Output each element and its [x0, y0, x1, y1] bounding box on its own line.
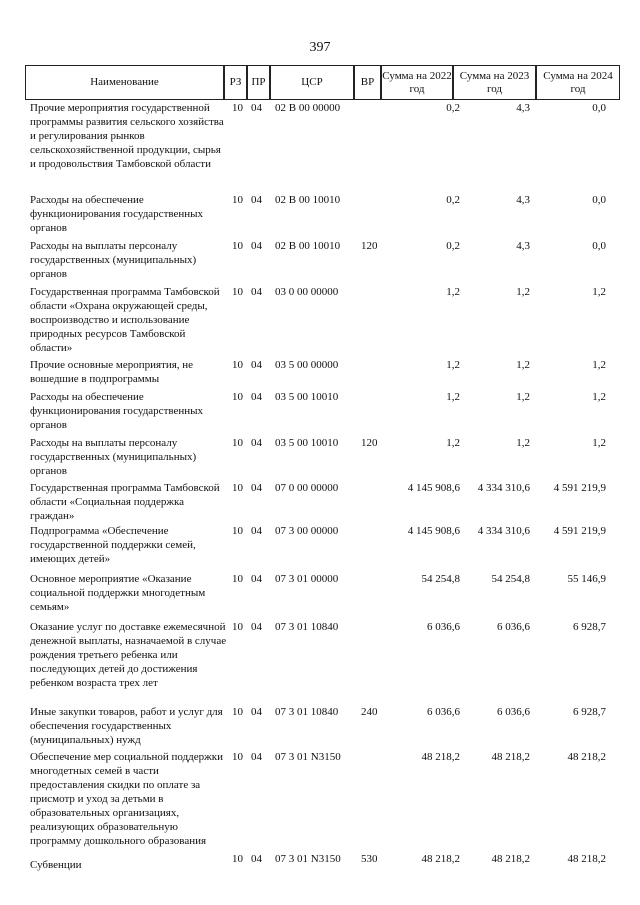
- table-row: [0, 572, 640, 620]
- row-name: Расходы на выплаты персоналу государственных (муниципальных) органов: [30, 240, 197, 280]
- row-name: Государственная программа Тамбовской области «Охрана окружающей среды, воспроизводство и использование природных ресурсов Тамбовской области»: [30, 286, 220, 354]
- row-pr: 04: [251, 359, 262, 371]
- row-vr: 530: [361, 853, 378, 865]
- row-rz: 10: [232, 751, 243, 763]
- row-rz: 10: [232, 286, 243, 298]
- table-header: [26, 65, 620, 100]
- row-csr: 03 5 00 00000: [275, 359, 339, 371]
- table-row: [0, 705, 640, 750]
- row-sum-2023: 6 036,6: [497, 621, 530, 633]
- row-pr: 04: [251, 286, 262, 298]
- row-sum-2023: 4 334 310,6: [477, 482, 530, 494]
- row-sum-2024: 1,2: [592, 359, 606, 371]
- row-pr: 04: [251, 102, 262, 114]
- row-name: Субвенции: [30, 859, 82, 871]
- row-rz: 10: [232, 525, 243, 537]
- row-rz: 10: [232, 482, 243, 494]
- table-row: [0, 239, 640, 285]
- row-csr: 07 3 01 N3150: [275, 853, 341, 865]
- row-name: Прочие мероприятия государственной программы развития сельского хозяйства и регулирования рынков сельскохозяйственной продукции, сырья и продовольствия Тамбовской области: [30, 102, 224, 170]
- row-sum-2023: 48 218,2: [491, 751, 530, 763]
- row-sum-2023: 4,3: [516, 194, 530, 206]
- row-sum-2024: 0,0: [592, 194, 606, 206]
- row-sum-2023: 1,2: [516, 286, 530, 298]
- row-sum-2024: 1,2: [592, 437, 606, 449]
- row-csr: 02 В 00 10010: [275, 240, 341, 252]
- row-sum-2024: 48 218,2: [567, 853, 606, 865]
- row-csr: 03 5 00 10010: [275, 391, 339, 403]
- row-sum-2023: 4 334 310,6: [477, 525, 530, 537]
- row-csr: 07 0 00 00000: [275, 482, 339, 494]
- row-sum-2024: 1,2: [592, 286, 606, 298]
- row-sum-2023: 48 218,2: [491, 853, 530, 865]
- row-name: Прочие основные мероприятия, не вошедшие в подпрограммы: [30, 359, 194, 385]
- row-name: Расходы на выплаты персоналу государственных (муниципальных) органов: [30, 437, 197, 477]
- row-name: Расходы на обеспечение функционирования государственных органов: [30, 194, 204, 234]
- row-sum-2024: 55 146,9: [567, 573, 606, 585]
- row-pr: 04: [251, 194, 262, 206]
- header-name: Наименование: [25, 65, 224, 100]
- header-rz: РЗ: [224, 65, 247, 100]
- row-vr: 120: [361, 240, 378, 252]
- row-rz: 10: [232, 621, 243, 633]
- header-sum-2024: Сумма на 2024 год: [536, 65, 620, 100]
- row-rz: 10: [232, 573, 243, 585]
- row-sum-2022: 0,2: [446, 240, 460, 252]
- row-rz: 10: [232, 437, 243, 449]
- header-vr: ВР: [354, 65, 381, 100]
- row-pr: 04: [251, 437, 262, 449]
- row-sum-2022: 0,2: [446, 102, 460, 114]
- row-pr: 04: [251, 751, 262, 763]
- row-sum-2022: 1,2: [446, 286, 460, 298]
- row-csr: 03 0 00 00000: [275, 286, 339, 298]
- row-sum-2022: 6 036,6: [427, 621, 460, 633]
- row-name: Расходы на обеспечение функционирования государственных органов: [30, 391, 204, 431]
- row-rz: 10: [232, 102, 243, 114]
- row-sum-2022: 48 218,2: [421, 751, 460, 763]
- row-pr: 04: [251, 482, 262, 494]
- row-sum-2024: 6 928,7: [573, 706, 606, 718]
- row-csr: 07 3 00 00000: [275, 525, 339, 537]
- table-row: [0, 750, 640, 852]
- row-sum-2024: 4 591 219,9: [553, 482, 606, 494]
- table-row: [0, 193, 640, 239]
- row-sum-2022: 0,2: [446, 194, 460, 206]
- page-number: 397: [309, 40, 331, 55]
- table-body: [0, 101, 640, 876]
- row-sum-2022: 1,2: [446, 391, 460, 403]
- row-vr: 120: [361, 437, 378, 449]
- row-sum-2024: 48 218,2: [567, 751, 606, 763]
- row-sum-2023: 4,3: [516, 102, 530, 114]
- header-pr: ПР: [247, 65, 270, 100]
- table-row: [0, 436, 640, 481]
- row-pr: 04: [251, 240, 262, 252]
- row-sum-2023: 1,2: [516, 391, 530, 403]
- table-row: [0, 481, 640, 524]
- row-sum-2022: 54 254,8: [421, 573, 460, 585]
- table-row: [0, 285, 640, 358]
- row-sum-2022: 6 036,6: [427, 706, 460, 718]
- row-sum-2022: 4 145 908,6: [407, 482, 460, 494]
- row-sum-2024: 4 591 219,9: [553, 525, 606, 537]
- row-sum-2024: 0,0: [592, 240, 606, 252]
- row-rz: 10: [232, 359, 243, 371]
- row-vr: 240: [361, 706, 378, 718]
- row-pr: 04: [251, 573, 262, 585]
- row-sum-2024: 6 928,7: [573, 621, 606, 633]
- row-csr: 02 В 00 10010: [275, 194, 341, 206]
- row-rz: 10: [232, 706, 243, 718]
- row-sum-2023: 6 036,6: [497, 706, 530, 718]
- row-pr: 04: [251, 391, 262, 403]
- row-name: Подпрограмма «Обеспечение государственной поддержки семей, имеющих детей»: [30, 525, 196, 565]
- row-csr: 02 В 00 00000: [275, 102, 341, 114]
- row-sum-2024: 0,0: [592, 102, 606, 114]
- row-sum-2022: 1,2: [446, 437, 460, 449]
- row-sum-2022: 48 218,2: [421, 853, 460, 865]
- table-row: [0, 620, 640, 705]
- header-sum-2022: Сумма на 2022 год: [381, 65, 453, 100]
- row-rz: 10: [232, 194, 243, 206]
- row-sum-2022: 1,2: [446, 359, 460, 371]
- row-csr: 07 3 01 10840: [275, 706, 339, 718]
- row-rz: 10: [232, 391, 243, 403]
- row-name: Государственная программа Тамбовской области «Социальная поддержка граждан»: [30, 482, 220, 522]
- table-row: [0, 524, 640, 572]
- table-row: [0, 101, 640, 193]
- row-pr: 04: [251, 621, 262, 633]
- row-name: Оказание услуг по доставке ежемесячной денежной выплаты, назначаемой в случае рождения третьего ребенка или последующих детей до достижения ребенком возраста трех лет: [30, 621, 227, 689]
- row-pr: 04: [251, 706, 262, 718]
- row-name: Основное мероприятие «Оказание социальной поддержки многодетным семьям»: [30, 573, 206, 613]
- row-csr: 03 5 00 10010: [275, 437, 339, 449]
- row-csr: 07 3 01 N3150: [275, 751, 341, 763]
- table-row: [0, 358, 640, 390]
- header-sum-2023: Сумма на 2023 год: [453, 65, 536, 100]
- row-sum-2023: 1,2: [516, 437, 530, 449]
- row-csr: 07 3 01 00000: [275, 573, 339, 585]
- row-pr: 04: [251, 853, 262, 865]
- row-sum-2022: 4 145 908,6: [407, 525, 460, 537]
- row-name: Иные закупки товаров, работ и услуг для обеспечения государственных (муниципальных) нужд: [30, 706, 223, 746]
- table-row: [0, 852, 640, 876]
- row-sum-2023: 4,3: [516, 240, 530, 252]
- header-csr: ЦСР: [270, 65, 354, 100]
- row-rz: 10: [232, 853, 243, 865]
- row-csr: 07 3 01 10840: [275, 621, 339, 633]
- row-rz: 10: [232, 240, 243, 252]
- row-sum-2023: 54 254,8: [491, 573, 530, 585]
- row-pr: 04: [251, 525, 262, 537]
- row-sum-2023: 1,2: [516, 359, 530, 371]
- table-row: [0, 390, 640, 436]
- row-sum-2024: 1,2: [592, 391, 606, 403]
- row-name: Обеспечение мер социальной поддержки многодетных семей в части предоставления скидки по оплате за присмотр и уход за детьми в образовательных организациях, реализующих образовательную программу дошкольного образования: [30, 751, 223, 847]
